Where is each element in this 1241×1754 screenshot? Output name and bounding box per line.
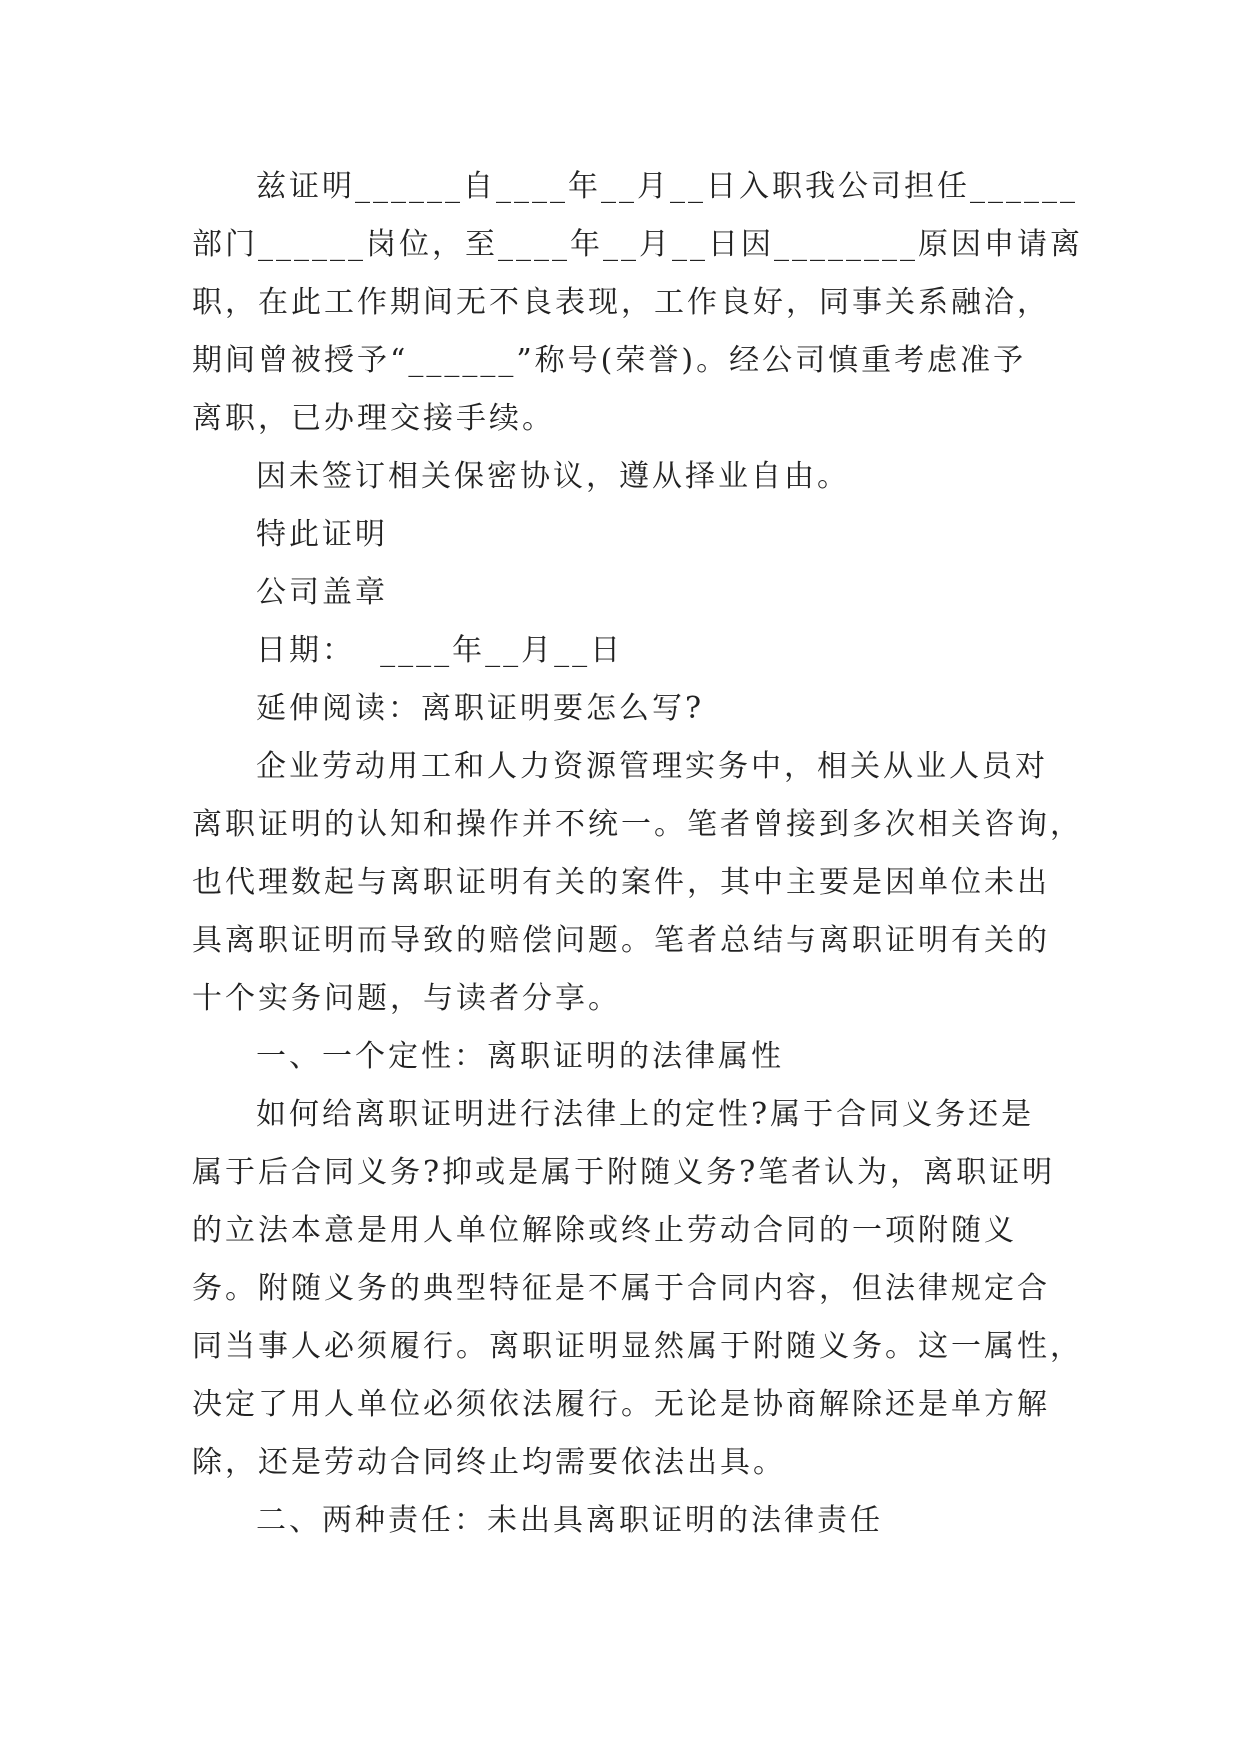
closing-statement: 特此证明 (256, 517, 388, 552)
section-1-line: 属于后合同义务?抑或是属于附随义务?笔者认为，离职证明 (192, 1155, 1056, 1190)
extended-reading-title: 延伸阅读：离职证明要怎么写? (256, 691, 705, 726)
section-1-line: 务。附随义务的典型特征是不属于合同内容，但法律规定合 (192, 1271, 1050, 1306)
intro-line: 也代理数起与离职证明有关的案件，其中主要是因单位未出 (192, 865, 1050, 900)
section-1-heading: 一、一个定性：离职证明的法律属性 (256, 1039, 784, 1074)
certificate-paragraph (192, 158, 1083, 448)
intro-line: 十个实务问题，与读者分享。 (192, 981, 621, 1016)
certificate-line: 离职，已办理交接手续。 (192, 401, 555, 436)
section-1-paragraph (192, 1086, 1083, 1492)
section-1-line: 除，还是劳动合同终止均需要依法出具。 (192, 1445, 786, 1480)
intro-line: 企业劳动用工和人力资源管理实务中，相关从业人员对 (256, 749, 1048, 784)
date-line: 日期： ____年__月__日 (256, 633, 624, 668)
certificate-line: 职，在此工作期间无不良表现，工作良好，同事关系融洽， (192, 285, 1050, 320)
document-body (192, 158, 1083, 1550)
intro-line: 具离职证明而导致的赔偿问题。笔者总结与离职证明有关的 (192, 923, 1050, 958)
section-2-heading: 二、两种责任：未出具离职证明的法律责任 (256, 1503, 883, 1538)
certificate-line: 期间曾被授予“______”称号(荣誉)。经公司慎重考虑准予 (192, 343, 1027, 378)
intro-paragraph (192, 738, 1083, 1028)
section-1-line: 同当事人必须履行。离职证明显然属于附随义务。这一属性， (192, 1329, 1083, 1364)
certificate-line: 兹证明______自____年__月__日入职我公司担任______ (256, 169, 1078, 204)
company-seal-label: 公司盖章 (256, 575, 388, 610)
section-1-line: 的立法本意是用人单位解除或终止劳动合同的一项附随义 (192, 1213, 1017, 1248)
intro-line: 离职证明的认知和操作并不统一。笔者曾接到多次相关咨询， (192, 807, 1083, 842)
section-1-line: 决定了用人单位必须依法履行。无论是协商解除还是单方解 (192, 1387, 1050, 1422)
section-1-line: 如何给离职证明进行法律上的定性?属于合同义务还是 (256, 1097, 1035, 1132)
confidentiality-statement: 因未签订相关保密协议，遵从择业自由。 (256, 459, 850, 494)
certificate-line: 部门______岗位，至____年__月__日因________原因申请离 (192, 227, 1083, 262)
